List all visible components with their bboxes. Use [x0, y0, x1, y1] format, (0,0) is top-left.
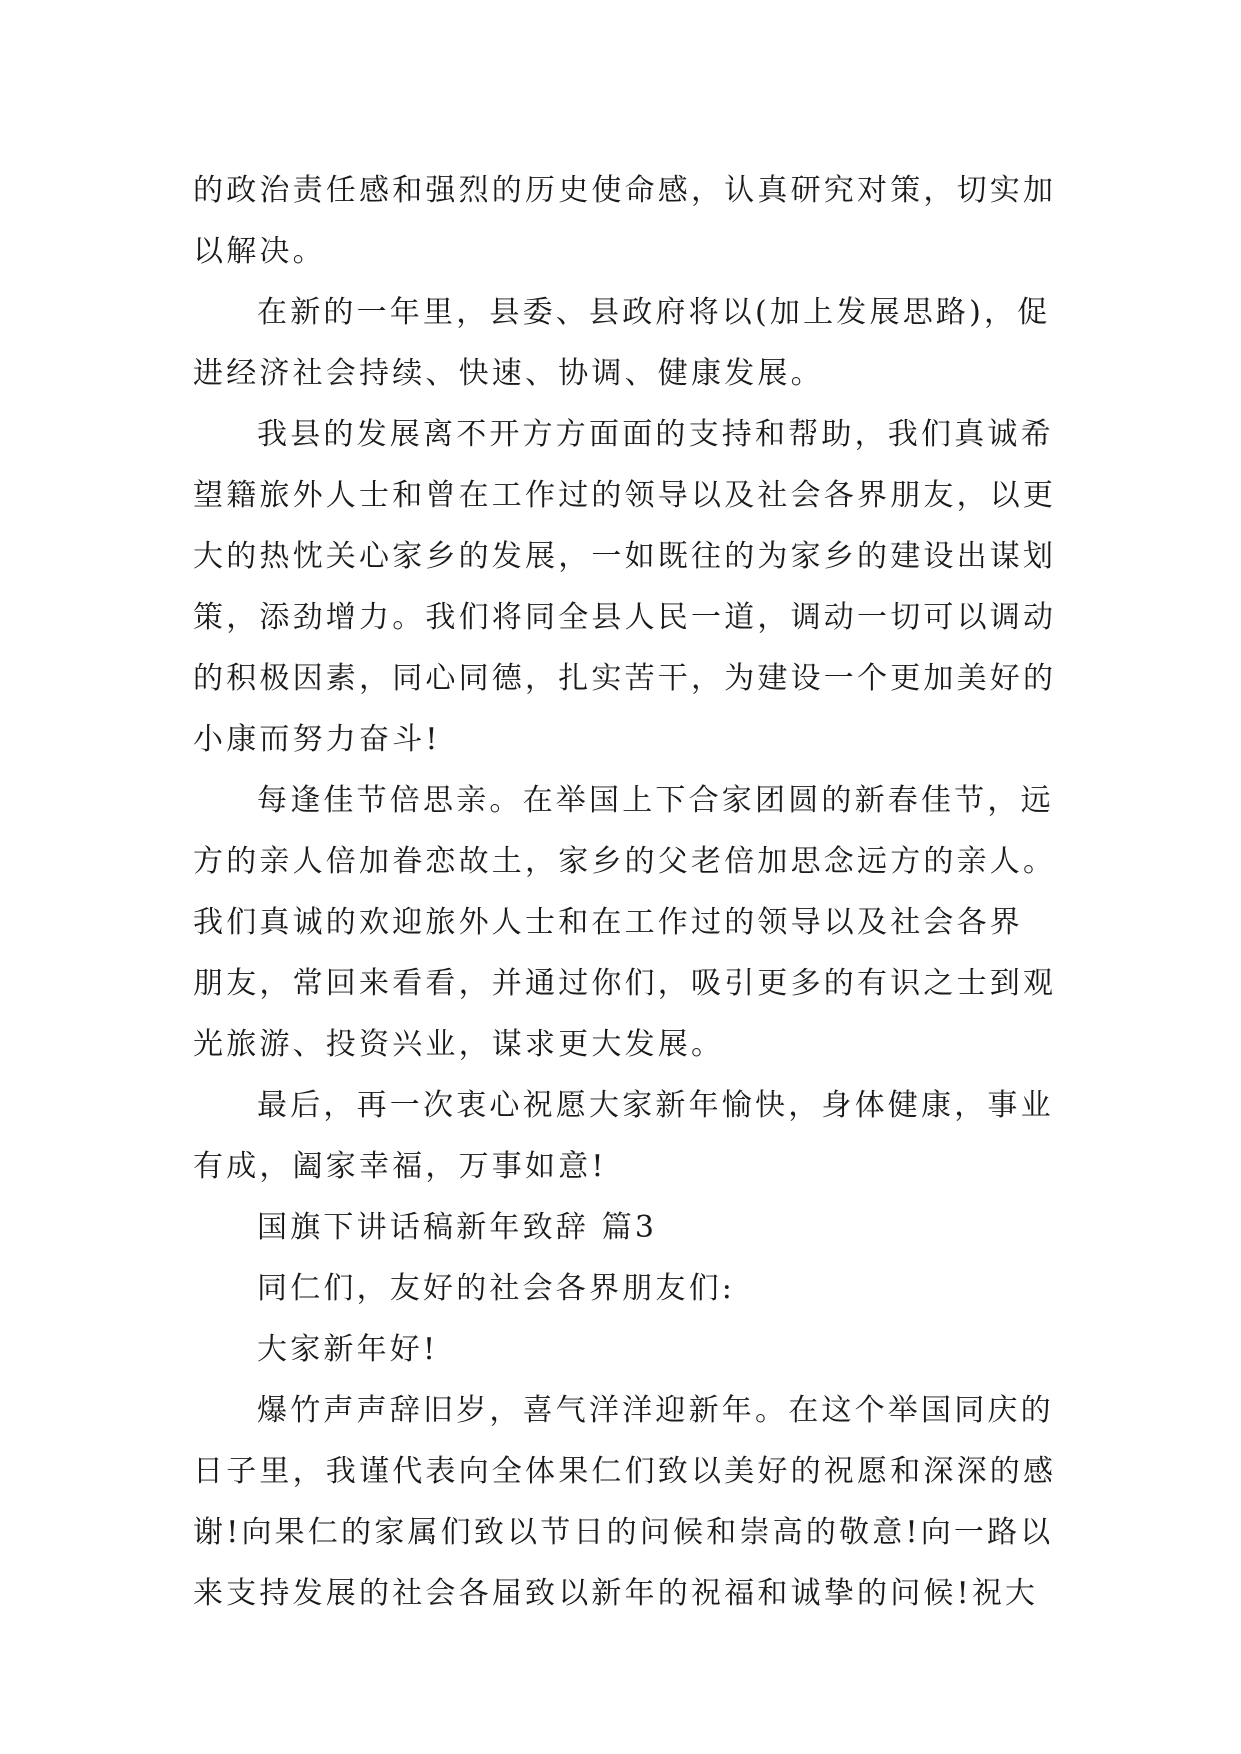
- text-line: 小康而努力奋斗!: [193, 722, 441, 757]
- text-line: 来支持发展的社会各届致以新年的祝福和诚挚的问候!祝大: [193, 1576, 1039, 1611]
- text-line: 策，添劲增力。我们将同全县人民一道，调动一切可以调动: [193, 600, 1057, 635]
- text-line: 方的亲人倍加眷恋故土，家乡的父老倍加思念远方的亲人。: [193, 844, 1057, 879]
- text-line: 大的热忱关心家乡的发展，一如既往的为家乡的建设出谋划: [193, 539, 1057, 574]
- paragraph-start-line: 爆竹声声辞旧岁，喜气洋洋迎新年。在这个举国同庆的: [257, 1393, 1054, 1428]
- text-line: 朋友，常回来看看，并通过你们，吸引更多的有识之士到观: [193, 966, 1057, 1001]
- paragraph-start-line: 每逢佳节倍思亲。在举国上下合家团圆的新春佳节，远: [257, 783, 1054, 818]
- paragraph-start-line: 在新的一年里，县委、县政府将以(加上发展思路)，促: [257, 295, 1051, 330]
- document-body: [193, 160, 1057, 1624]
- paragraph-start-line: 我县的发展离不开方方面面的支持和帮助，我们真诚希: [257, 417, 1054, 452]
- text-line: 望籍旅外人士和曾在工作过的领导以及社会各界朋友，以更: [193, 478, 1057, 513]
- text-line: 光旅游、投资兴业，谋求更大发展。: [193, 1027, 725, 1062]
- text-line: 谢!向果仁的家属们致以节日的问候和崇高的敬意!向一路以: [193, 1515, 1054, 1550]
- text-line: 的政治责任感和强烈的历史使命感，认真研究对策，切实加: [193, 173, 1057, 208]
- paragraph-start-line: 最后，再一次衷心祝愿大家新年愉快，身体健康，事业: [257, 1088, 1054, 1123]
- text-line: 日子里，我谨代表向全体果仁们致以美好的祝愿和深深的感: [193, 1454, 1057, 1489]
- section-heading: 国旗下讲话稿新年致辞 篇3: [257, 1210, 658, 1245]
- text-line: 进经济社会持续、快速、协调、健康发展。: [193, 356, 824, 391]
- text-line: 的积极因素，同心同德，扎实苦干，为建设一个更加美好的: [193, 661, 1057, 696]
- text-line: 有成，阖家幸福，万事如意!: [193, 1149, 607, 1184]
- salutation-line: 同仁们，友好的社会各界朋友们:: [257, 1271, 736, 1306]
- text-line: 以解决。: [193, 234, 326, 269]
- text-line: 我们真诚的欢迎旅外人士和在工作过的领导以及社会各界: [193, 905, 1023, 940]
- greeting-line: 大家新年好!: [257, 1332, 439, 1367]
